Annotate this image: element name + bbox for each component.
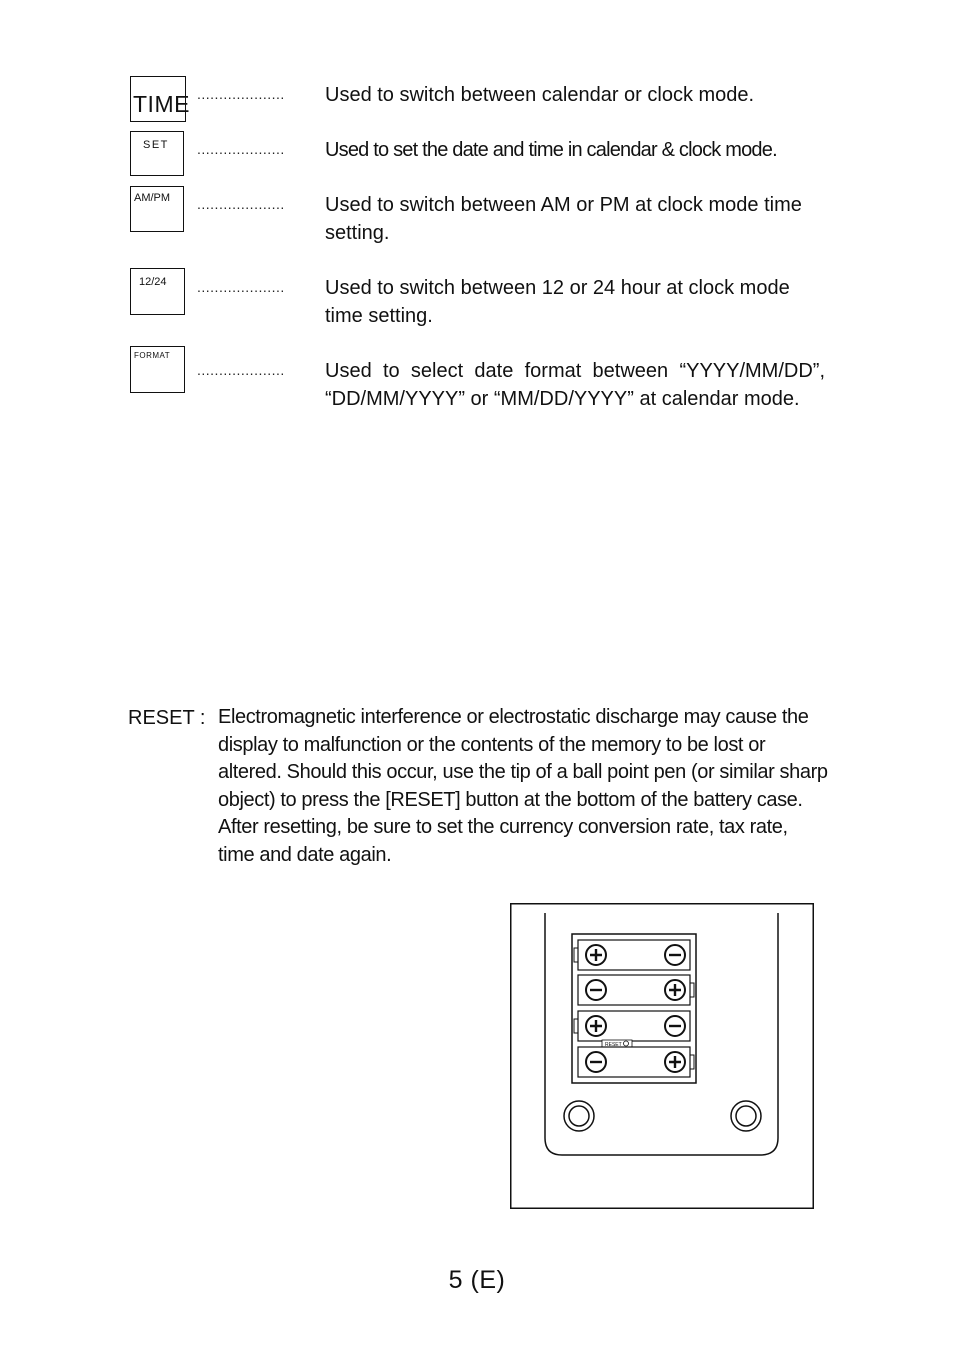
key-1224-button bbox=[130, 268, 185, 315]
battery-compartment bbox=[572, 934, 696, 1083]
leader-dots: .................... bbox=[197, 279, 285, 295]
key-label: SET bbox=[143, 139, 169, 151]
key-ampm-description: Used to switch between AM or PM at clock mode time setting. bbox=[325, 194, 802, 244]
key-time-button bbox=[130, 76, 190, 122]
key-set-description: Used to set the date and time in calendar & clock mode. bbox=[325, 139, 777, 161]
key-format-button bbox=[130, 346, 185, 393]
key-label: 12/24 bbox=[139, 276, 167, 288]
key-time-description: Used to switch between calendar or clock mode. bbox=[325, 84, 755, 106]
key-ampm-button bbox=[130, 186, 184, 232]
leader-dots: .................... bbox=[197, 141, 285, 157]
leader-dots: .................... bbox=[197, 86, 285, 102]
battery-cell bbox=[578, 1047, 694, 1077]
screw-icon bbox=[731, 1101, 761, 1131]
reset-paragraph: Electromagnetic interference or electrostatic discharge may cause the display to malfunction or the contents of the memory to be lost or altered. Should this occur, use the tip of a ball point pen (or similar sharp object) to press the [RESET] button at the bottom of the battery case. After resetting, be sure to set the currency conversion rate, tax rate, time and date again. bbox=[218, 706, 828, 866]
reset-button-label: RESET bbox=[605, 1042, 622, 1048]
page-number: 5 (E) bbox=[448, 1266, 506, 1294]
key-1224-description: Used to switch between 12 or 24 hour at clock mode time setting. bbox=[325, 277, 790, 327]
key-label: AM/PM bbox=[134, 192, 171, 204]
leader-dots: .................... bbox=[197, 362, 285, 378]
key-set-button bbox=[130, 131, 184, 176]
key-format-description: Used to select date format between “YYYY/MM/DD”, “DD/MM/YYYY” or “MM/DD/YYYY” at calendar mode. bbox=[325, 360, 825, 410]
battery-cell bbox=[578, 975, 694, 1005]
battery-cell bbox=[574, 940, 690, 970]
key-label: TIME bbox=[133, 91, 190, 117]
case-outline bbox=[545, 913, 778, 1155]
screw-icon bbox=[564, 1101, 594, 1131]
leader-dots: .................... bbox=[197, 196, 285, 212]
battery-cell bbox=[574, 1011, 690, 1041]
key-label: FORMAT bbox=[134, 351, 171, 360]
battery-case-figure bbox=[510, 903, 814, 1209]
reset-label: RESET : bbox=[128, 707, 206, 729]
